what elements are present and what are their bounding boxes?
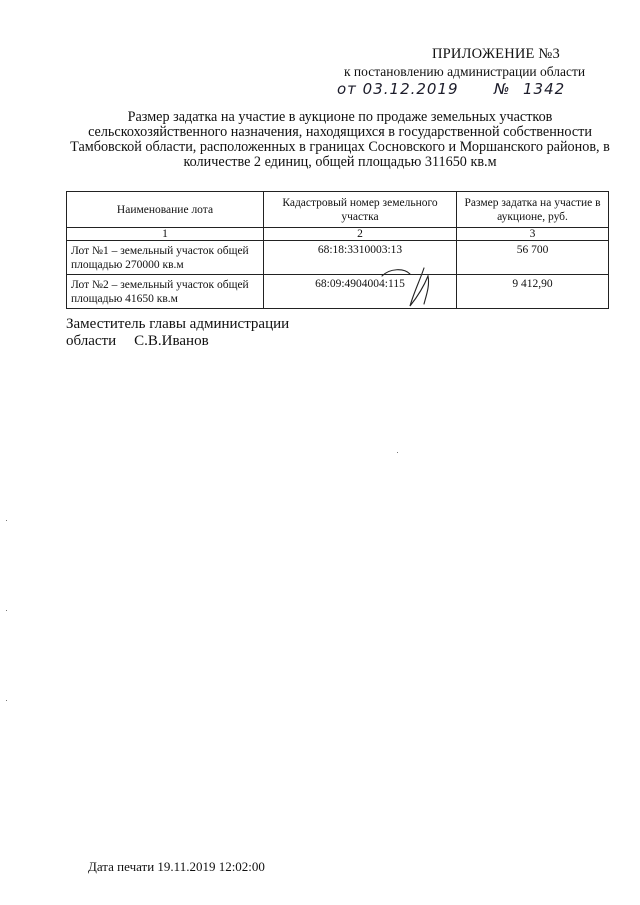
- deposit-amount-cell: 9 412,90: [457, 275, 609, 309]
- scan-speck: [6, 700, 7, 701]
- scan-speck: [6, 520, 7, 521]
- signer-position-cont: области: [66, 333, 117, 349]
- table-row: [67, 275, 609, 309]
- appendix-reference: к постановлению администрации области: [344, 64, 586, 79]
- column-number-row: [67, 228, 609, 241]
- header-deposit-amount: Размер задатка на участие в аукционе, руб.: [457, 192, 609, 228]
- table-header-row: [67, 192, 609, 228]
- document-title: Размер задатка на участие в аукционе по продаже земельных участков сельскохозяйственного назначения, находящихся в государственной собственности Тамбовской области, расположенных в границах Сосновского и Моршанского районов, в количестве 2 единиц, общей площадью 311650 кв.м: [70, 109, 610, 170]
- scan-speck: [6, 610, 7, 611]
- lot-name-cell: Лот №1 – земельный участок общей площадью 270000 кв.м: [67, 241, 264, 275]
- signer-position: Заместитель главы администрации: [66, 316, 290, 332]
- lot-name-cell: Лот №2 – земельный участок общей площадью 41650 кв.м: [67, 275, 264, 309]
- signer-line: [66, 333, 209, 350]
- scan-speck: [397, 452, 398, 453]
- cadastral-number-cell: 68:09:4904004:115: [264, 275, 457, 309]
- print-date: Дата печати 19.11.2019 12:02:00: [88, 859, 265, 874]
- handwritten-signature: [380, 262, 440, 310]
- signer-name: С.В.Иванов: [134, 333, 209, 349]
- deposit-amount-cell: 56 700: [457, 241, 609, 275]
- column-number: 3: [457, 228, 609, 241]
- appendix-title: ПРИЛОЖЕНИЕ №3: [432, 46, 560, 62]
- header-lot-name: Наименование лота: [67, 192, 264, 228]
- column-number: 1: [67, 228, 264, 241]
- header-cadastral-number: Кадастровый номер земельного участка: [264, 192, 457, 228]
- handwritten-date: от 03.12.2019: [337, 80, 459, 98]
- column-number: 2: [264, 228, 457, 241]
- table-row: [67, 241, 609, 275]
- handwritten-decree-number: 1342: [523, 80, 566, 98]
- lots-table: [66, 191, 609, 309]
- cadastral-number-cell: 68:18:3310003:13: [264, 241, 457, 275]
- handwritten-number-sign: №: [494, 80, 511, 98]
